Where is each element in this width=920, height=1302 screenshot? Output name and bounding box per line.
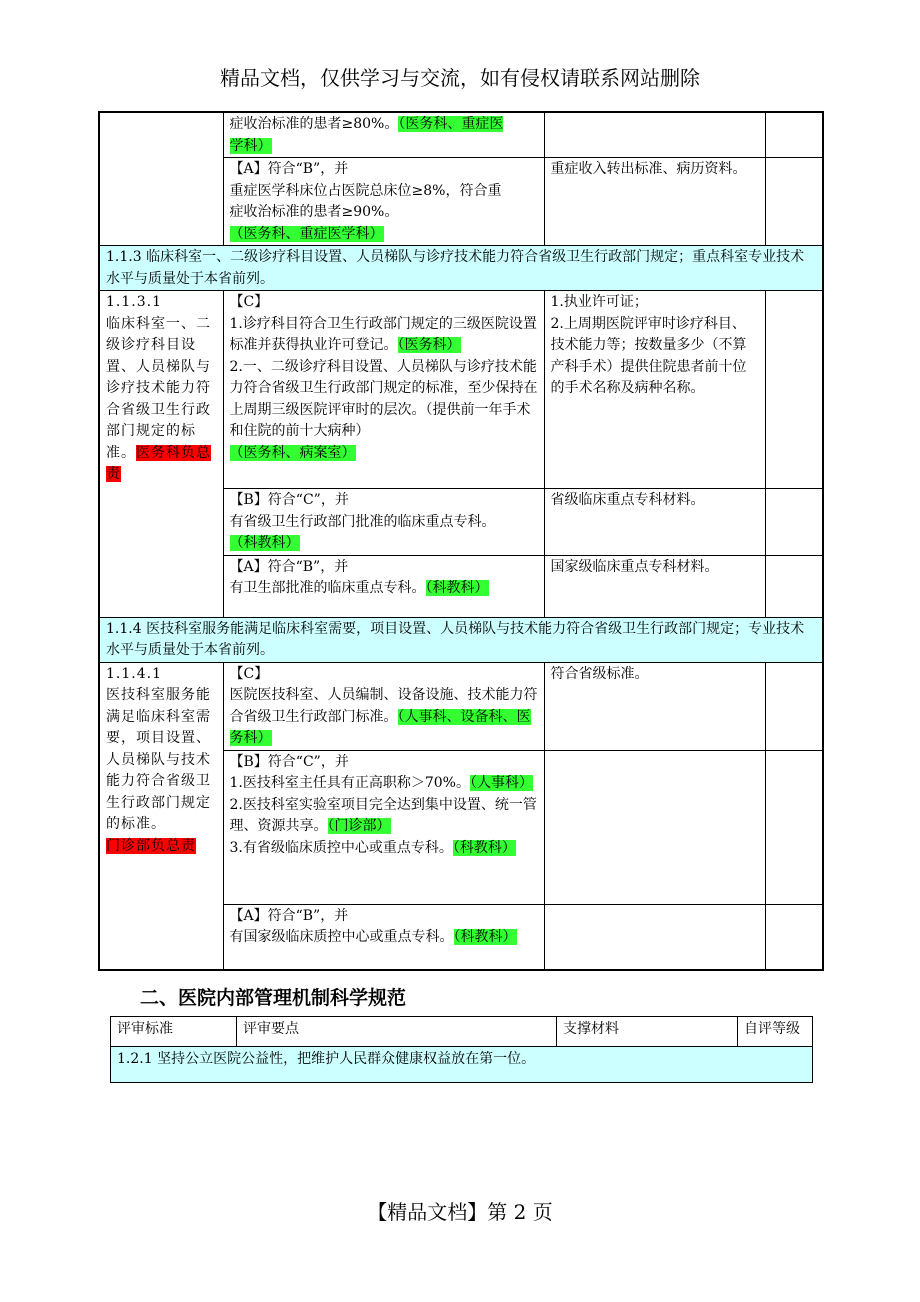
- responsible-tag: 医务科负总责: [106, 444, 211, 482]
- grade-c-tag: 【C】: [229, 294, 269, 310]
- grade-cell: [765, 555, 823, 617]
- grade-cell: [765, 662, 823, 750]
- criteria-cell: [223, 662, 544, 750]
- criteria-text: 2.医技科室实验室项目完全达到集中设置、统一管理、资源共享。: [229, 796, 537, 834]
- criteria-cell: [223, 489, 544, 556]
- grade-a-tag: 【A】符合“B”，并: [229, 907, 349, 924]
- grade-cell: [765, 158, 823, 246]
- grade-a-tag: 【A】符合“B”，并: [229, 161, 349, 177]
- page-footer: 【精品文档】第 2 页: [367, 1200, 553, 1224]
- department-tag: （人事科）: [469, 775, 533, 791]
- support-cell: [544, 112, 765, 158]
- criteria-text: 有省级卫生行政部门批准的临床重点专科。: [229, 513, 496, 530]
- standard-cell: [99, 291, 223, 618]
- table-row: [111, 1047, 813, 1083]
- criteria-cell: [223, 158, 544, 246]
- support-cell: [544, 904, 765, 970]
- department-tag: （医务科、重症医学科）: [229, 225, 384, 242]
- department-tag: （门诊部）: [327, 818, 391, 834]
- department-tag: （人事科、设备科、医务科）: [229, 708, 531, 746]
- criteria-cell: [223, 555, 544, 617]
- standard-text: 医技科室服务能满足临床科室需要，项目设置、人员梯队与技术能力符合省级卫生行政部门规定的标准。: [106, 687, 211, 832]
- department-tag: （科教科）: [453, 929, 517, 945]
- criteria-cell: [223, 291, 544, 489]
- grade-b-tag: 【B】符合“C”，并: [229, 492, 349, 508]
- criteria-text: 1.医技科室主任具有正高职称＞70%。: [229, 775, 470, 791]
- standard-number: 1.1.4.1: [106, 665, 162, 682]
- section-heading: 二、医院内部管理机制科学规范: [140, 987, 407, 1009]
- column-header: 自评等级: [738, 1017, 813, 1047]
- table-header-row: [111, 1017, 813, 1047]
- column-header: 评审标准: [111, 1017, 237, 1047]
- standard-text: 临床科室一、二级诊疗科目设置、人员梯队与诊疗技术能力符合省级卫生行政部门规定的标准。: [106, 315, 211, 461]
- table-row: [99, 617, 823, 662]
- column-header: 支撑材料: [557, 1017, 738, 1047]
- support-cell: 重症收入转出标准、病历资料。: [544, 158, 765, 246]
- grade-c-tag: 【C】: [229, 665, 269, 682]
- department-tag: （科教科）: [452, 839, 516, 856]
- grade-cell: [765, 291, 823, 489]
- table-row: [99, 662, 823, 750]
- criteria-cell: [223, 750, 544, 904]
- grade-cell: [765, 904, 823, 970]
- criteria-text: 3.有省级临床质控中心或重点专科。: [229, 839, 453, 856]
- department-tag: （科教科）: [425, 580, 489, 596]
- standard-number: 1.1.3.1: [106, 294, 162, 310]
- responsible-tag: 门诊部负总责: [106, 837, 196, 854]
- criteria-text: 症收治标准的患者≥80%。: [229, 116, 399, 132]
- evaluation-table: [98, 111, 824, 971]
- column-header: 评审要点: [237, 1017, 557, 1047]
- department-tag: 学科）: [229, 137, 272, 154]
- support-cell: 国家级临床重点专科材料。: [544, 555, 765, 617]
- support-text: 2.上周期医院评审时诊疗科目、技术能力等；按数量多少（不算产科手术）提供住院患者前十位的手术名称及病种名称。: [550, 315, 747, 396]
- table-row: [99, 291, 823, 489]
- criteria-text: 有国家级临床质控中心或重点专科。: [229, 929, 454, 945]
- grade-a-tag: 【A】符合“B”，并: [229, 558, 349, 575]
- grade-b-tag: 【B】符合“C”，并: [229, 753, 349, 770]
- criteria-cell: [223, 904, 544, 970]
- department-tag: （医务科）: [397, 337, 461, 353]
- table-row: [99, 112, 823, 158]
- grade-cell: [765, 750, 823, 904]
- criteria-cell: [223, 112, 544, 158]
- criteria-text: 医院医技科室、人员编制、设备设施、技术能力符合省级卫生行政部门标准。: [229, 687, 538, 725]
- section-row-1-1-3: 1.1.3 临床科室一、二级诊疗科目设置、人员梯队与诊疗技术能力符合省级卫生行政部门规定；重点科室专业技术水平与质量处于本省前列。: [99, 246, 823, 291]
- support-cell: [544, 750, 765, 904]
- evaluation-table-2: [110, 1016, 813, 1083]
- criteria-text: 有卫生部批准的临床重点专科。: [229, 580, 426, 596]
- support-cell: [544, 291, 765, 489]
- department-tag: （科教科）: [229, 535, 300, 551]
- support-text: 1.执业许可证；: [550, 294, 648, 310]
- grade-cell: [765, 112, 823, 158]
- department-tag: （医务科、重症医: [398, 116, 504, 132]
- section-row-1-1-4: 1.1.4 医技科室服务能满足临床科室需要，项目设置、人员梯队与技术能力符合省级卫生行政部门规定；专业技术水平与质量处于本省前列。: [99, 617, 823, 662]
- standard-cell: [99, 662, 223, 970]
- criteria-text: 2.一、二级诊疗科目设置、人员梯队与诊疗技术能力符合省级卫生行政部门规定的标准，至少保持在上周期三级医院评审时的层次。（提供前一年手术和住院的前十大病种）: [229, 358, 538, 439]
- department-tag: （医务科、病案室）: [229, 444, 356, 461]
- criteria-text: 1.诊疗科目符合卫生行政部门规定的三级医院设置标准并获得执业许可登记。: [229, 315, 537, 353]
- criteria-text: 症收治标准的患者≥90%。: [229, 204, 399, 220]
- section-row-1-2-1: 1.2.1 坚持公立医院公益性，把维护人民群众健康权益放在第一位。: [111, 1047, 813, 1083]
- grade-cell: [765, 489, 823, 556]
- table-row: [99, 246, 823, 291]
- support-cell: 符合省级标准。: [544, 662, 765, 750]
- criteria-text: 重症医学科床位占医院总床位≥8%，符合重: [229, 182, 502, 199]
- standard-cell: [99, 112, 223, 246]
- page-header: 精品文档，仅供学习与交流，如有侵权请联系网站删除: [220, 66, 700, 90]
- support-cell: 省级临床重点专科材料。: [544, 489, 765, 556]
